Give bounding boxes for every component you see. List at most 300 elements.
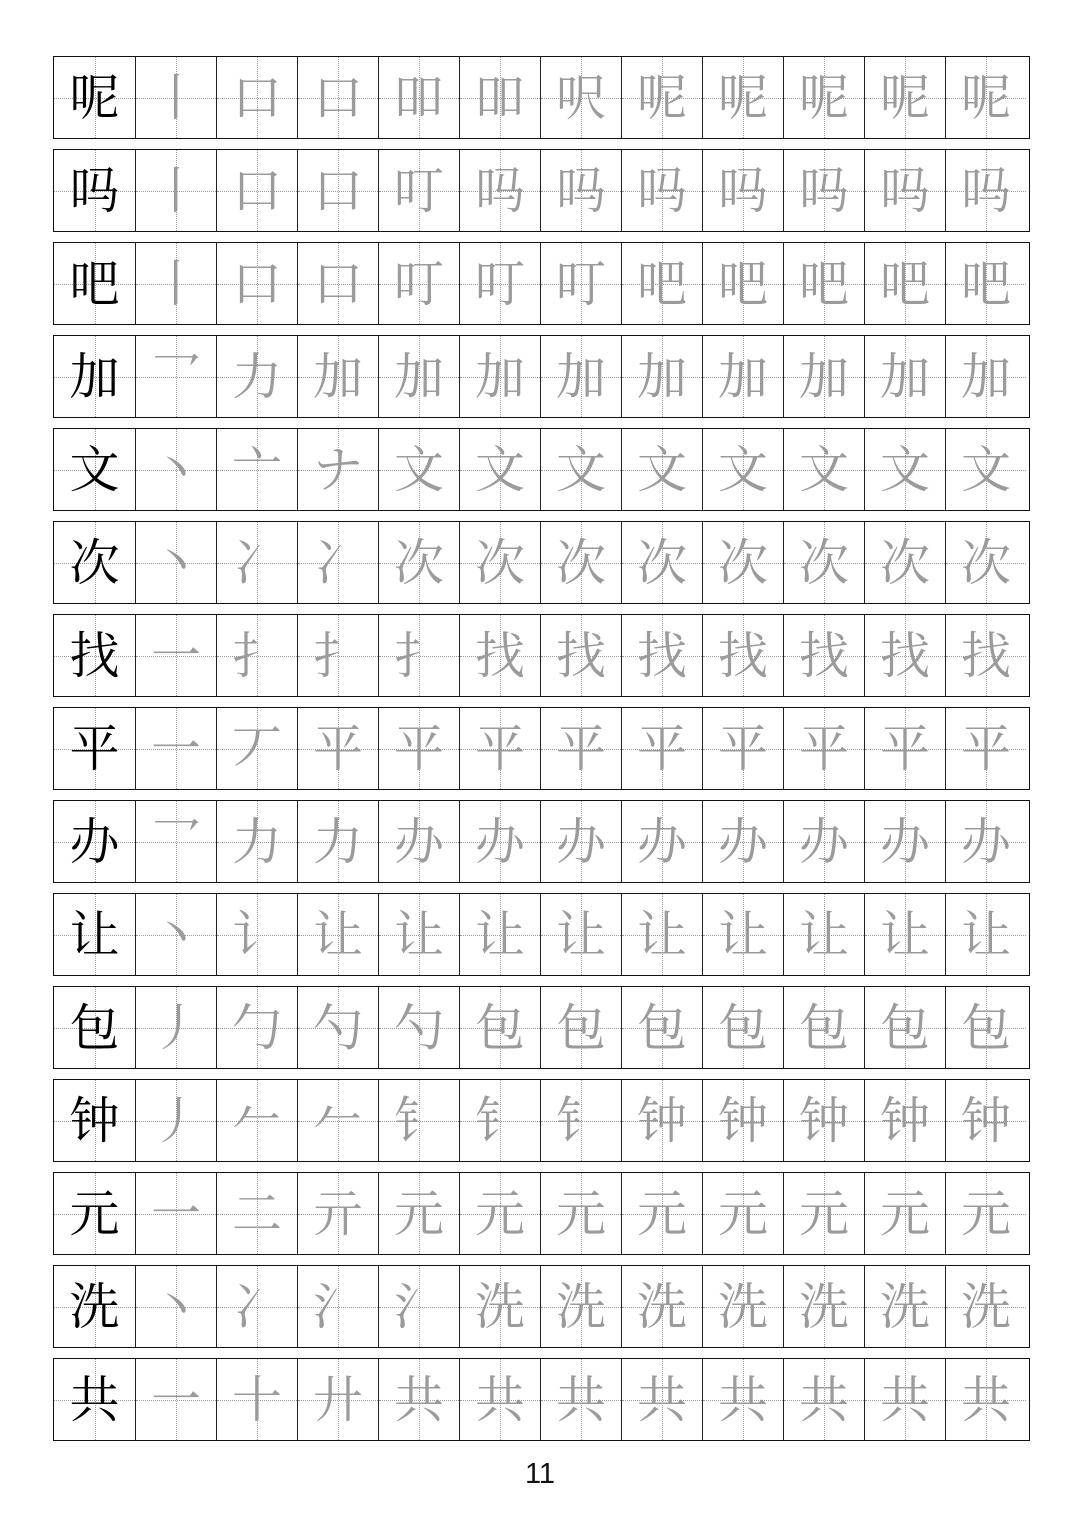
stroke-step: 元 xyxy=(475,1184,525,1243)
stroke-step: 洗 xyxy=(718,1277,768,1336)
trace-cell xyxy=(378,57,459,138)
trace-cell xyxy=(459,1359,540,1440)
trace-cell xyxy=(135,336,216,417)
stroke-step: 共 xyxy=(718,1370,768,1429)
stroke-step: 呎 xyxy=(556,68,606,127)
stroke-step: 洗 xyxy=(880,1277,930,1336)
stroke-step: 丿 xyxy=(151,1091,201,1150)
model-character: 找 xyxy=(69,626,120,685)
stroke-step: 文 xyxy=(961,440,1011,499)
trace-cell xyxy=(945,150,1026,231)
stroke-step: 让 xyxy=(313,905,363,964)
stroke-step: 十 xyxy=(232,1370,282,1429)
trace-cell xyxy=(459,522,540,603)
stroke-step: 加 xyxy=(556,347,606,406)
trace-cell xyxy=(945,1266,1026,1347)
stroke-step: 口 xyxy=(313,161,363,220)
stroke-step: 办 xyxy=(880,812,930,871)
stroke-step: 让 xyxy=(475,905,525,964)
model-character: 文 xyxy=(69,440,120,499)
trace-cell xyxy=(945,801,1026,882)
stroke-step: ナ xyxy=(313,440,363,499)
trace-cell xyxy=(783,522,864,603)
stroke-step: 次 xyxy=(637,533,687,592)
trace-cell xyxy=(540,615,621,696)
stroke-step: 叮 xyxy=(394,161,444,220)
stroke-step: 平 xyxy=(961,719,1011,778)
practice-row xyxy=(53,986,1030,1069)
practice-row xyxy=(53,335,1030,418)
trace-cell xyxy=(459,801,540,882)
stroke-step: 钅 xyxy=(475,1091,525,1150)
trace-cell xyxy=(540,522,621,603)
stroke-step: 力 xyxy=(232,347,282,406)
practice-row xyxy=(53,521,1030,604)
stroke-step: 文 xyxy=(799,440,849,499)
trace-cell xyxy=(540,1080,621,1161)
stroke-step: 吅 xyxy=(475,68,525,127)
stroke-step: 文 xyxy=(718,440,768,499)
trace-cell xyxy=(702,1359,783,1440)
stroke-step: 𠂉 xyxy=(313,1091,363,1150)
trace-cell xyxy=(216,429,297,510)
stroke-step: 共 xyxy=(637,1370,687,1429)
stroke-step: 平 xyxy=(394,719,444,778)
stroke-step: 加 xyxy=(637,347,687,406)
stroke-step: 平 xyxy=(556,719,606,778)
trace-cell xyxy=(702,522,783,603)
stroke-step: 元 xyxy=(961,1184,1011,1243)
stroke-step: 找 xyxy=(880,626,930,685)
trace-cell xyxy=(540,708,621,789)
trace-cell xyxy=(783,894,864,975)
stroke-step: 共 xyxy=(961,1370,1011,1429)
trace-cell xyxy=(702,1266,783,1347)
stroke-step: 口 xyxy=(313,68,363,127)
trace-cell xyxy=(864,1266,945,1347)
trace-cell xyxy=(621,150,702,231)
stroke-step: 加 xyxy=(313,347,363,406)
stroke-step: 平 xyxy=(637,719,687,778)
stroke-step: 包 xyxy=(880,998,930,1057)
stroke-step: 力 xyxy=(232,812,282,871)
stroke-step: 元 xyxy=(718,1184,768,1243)
stroke-step: 勺 xyxy=(394,998,444,1057)
stroke-step: 包 xyxy=(475,998,525,1057)
stroke-step: 扌 xyxy=(313,626,363,685)
trace-cell xyxy=(864,57,945,138)
trace-cell xyxy=(702,894,783,975)
stroke-step: 洗 xyxy=(475,1277,525,1336)
trace-cell xyxy=(945,708,1026,789)
practice-row xyxy=(53,893,1030,976)
model-character: 平 xyxy=(69,719,120,778)
stroke-step: 讠 xyxy=(232,905,282,964)
trace-cell xyxy=(135,708,216,789)
stroke-step: 让 xyxy=(880,905,930,964)
trace-cell xyxy=(297,1173,378,1254)
trace-cell xyxy=(864,150,945,231)
trace-cell xyxy=(864,429,945,510)
trace-cell xyxy=(297,243,378,324)
trace-cell xyxy=(621,987,702,1068)
stroke-step: 冫 xyxy=(313,533,363,592)
trace-cell xyxy=(621,57,702,138)
practice-row xyxy=(53,707,1030,790)
stroke-step: 亓 xyxy=(313,1184,363,1243)
stroke-step: 让 xyxy=(961,905,1011,964)
trace-cell xyxy=(378,336,459,417)
stroke-step: 丶 xyxy=(151,1277,201,1336)
stroke-step: 找 xyxy=(799,626,849,685)
stroke-step: 包 xyxy=(718,998,768,1057)
stroke-step: 共 xyxy=(475,1370,525,1429)
stroke-step: 元 xyxy=(799,1184,849,1243)
trace-cell xyxy=(135,987,216,1068)
stroke-step: 吗 xyxy=(475,161,525,220)
stroke-step: 吧 xyxy=(637,254,687,313)
model-character-cell xyxy=(54,429,135,510)
trace-cell xyxy=(216,708,297,789)
stroke-step: 洗 xyxy=(556,1277,606,1336)
stroke-step: 找 xyxy=(556,626,606,685)
stroke-step: 口 xyxy=(232,68,282,127)
model-character-cell xyxy=(54,801,135,882)
stroke-step: 一 xyxy=(151,1184,201,1243)
stroke-step: 元 xyxy=(394,1184,444,1243)
trace-cell xyxy=(378,987,459,1068)
model-character: 让 xyxy=(69,905,120,964)
stroke-step: 勹 xyxy=(232,998,282,1057)
stroke-step: 文 xyxy=(394,440,444,499)
stroke-step: 找 xyxy=(961,626,1011,685)
trace-cell xyxy=(378,1173,459,1254)
stroke-step: 钅 xyxy=(556,1091,606,1150)
stroke-step: 二 xyxy=(232,1184,282,1243)
stroke-step: 次 xyxy=(961,533,1011,592)
trace-cell xyxy=(216,894,297,975)
stroke-step: 廾 xyxy=(313,1370,363,1429)
trace-cell xyxy=(864,336,945,417)
stroke-step: 找 xyxy=(718,626,768,685)
stroke-step: 加 xyxy=(718,347,768,406)
stroke-step: 元 xyxy=(880,1184,930,1243)
stroke-step: 包 xyxy=(961,998,1011,1057)
stroke-step: 口 xyxy=(232,161,282,220)
trace-cell xyxy=(783,336,864,417)
model-character-cell xyxy=(54,522,135,603)
stroke-step: 次 xyxy=(475,533,525,592)
trace-cell xyxy=(135,894,216,975)
trace-cell xyxy=(783,1266,864,1347)
practice-row xyxy=(53,149,1030,232)
trace-cell xyxy=(297,150,378,231)
model-character-cell xyxy=(54,1080,135,1161)
model-character-cell xyxy=(54,1173,135,1254)
trace-cell xyxy=(945,522,1026,603)
stroke-step: 共 xyxy=(880,1370,930,1429)
trace-cell xyxy=(783,708,864,789)
model-character: 次 xyxy=(69,533,120,592)
trace-cell xyxy=(621,801,702,882)
trace-cell xyxy=(783,243,864,324)
trace-cell xyxy=(864,615,945,696)
stroke-step: 吧 xyxy=(718,254,768,313)
trace-cell xyxy=(297,429,378,510)
trace-cell xyxy=(216,522,297,603)
trace-cell xyxy=(459,57,540,138)
stroke-step: 洗 xyxy=(961,1277,1011,1336)
trace-cell xyxy=(135,522,216,603)
stroke-step: 一 xyxy=(151,626,201,685)
trace-cell xyxy=(864,801,945,882)
stroke-step: 元 xyxy=(637,1184,687,1243)
trace-cell xyxy=(783,987,864,1068)
stroke-step: 办 xyxy=(799,812,849,871)
trace-cell xyxy=(378,1080,459,1161)
stroke-step: 平 xyxy=(880,719,930,778)
trace-cell xyxy=(459,708,540,789)
model-character: 元 xyxy=(69,1184,120,1243)
stroke-step: 共 xyxy=(799,1370,849,1429)
model-character: 加 xyxy=(69,347,120,406)
model-character-cell xyxy=(54,894,135,975)
trace-cell xyxy=(621,429,702,510)
stroke-step: 钟 xyxy=(880,1091,930,1150)
trace-cell xyxy=(135,1359,216,1440)
trace-cell xyxy=(297,708,378,789)
stroke-step: 叮 xyxy=(556,254,606,313)
trace-cell xyxy=(378,801,459,882)
stroke-step: 次 xyxy=(556,533,606,592)
stroke-step: 平 xyxy=(475,719,525,778)
trace-cell xyxy=(378,150,459,231)
trace-cell xyxy=(216,57,297,138)
stroke-step: 办 xyxy=(556,812,606,871)
stroke-step: 丿 xyxy=(151,998,201,1057)
page-number: 11 xyxy=(524,1458,556,1490)
stroke-step: 加 xyxy=(394,347,444,406)
trace-cell xyxy=(216,1266,297,1347)
trace-cell xyxy=(135,57,216,138)
stroke-step: 文 xyxy=(880,440,930,499)
stroke-step: 钟 xyxy=(961,1091,1011,1150)
trace-cell xyxy=(459,615,540,696)
trace-cell xyxy=(540,1359,621,1440)
stroke-step: 加 xyxy=(475,347,525,406)
trace-cell xyxy=(378,1359,459,1440)
model-character-cell xyxy=(54,987,135,1068)
trace-cell xyxy=(135,1266,216,1347)
trace-cell xyxy=(621,243,702,324)
stroke-step: 一 xyxy=(151,719,201,778)
trace-cell xyxy=(702,150,783,231)
trace-cell xyxy=(216,987,297,1068)
stroke-step: 文 xyxy=(556,440,606,499)
stroke-step: 次 xyxy=(718,533,768,592)
model-character: 钟 xyxy=(69,1091,120,1150)
trace-cell xyxy=(297,894,378,975)
trace-cell xyxy=(702,987,783,1068)
stroke-step: 文 xyxy=(475,440,525,499)
practice-row xyxy=(53,800,1030,883)
stroke-step: 𠂉 xyxy=(232,1091,282,1150)
stroke-step: 亠 xyxy=(232,440,282,499)
practice-row xyxy=(53,242,1030,325)
trace-cell xyxy=(945,1359,1026,1440)
practice-row xyxy=(53,1358,1030,1441)
trace-cell xyxy=(621,1173,702,1254)
trace-cell xyxy=(864,1359,945,1440)
stroke-step: 次 xyxy=(880,533,930,592)
stroke-step: 元 xyxy=(556,1184,606,1243)
model-character: 吧 xyxy=(69,254,120,313)
stroke-step: 钅 xyxy=(394,1091,444,1150)
trace-cell xyxy=(378,429,459,510)
trace-cell xyxy=(945,1173,1026,1254)
trace-cell xyxy=(135,1173,216,1254)
stroke-step: 包 xyxy=(556,998,606,1057)
stroke-step: 氵 xyxy=(313,1277,363,1336)
model-character: 吗 xyxy=(69,161,120,220)
stroke-step: 吧 xyxy=(799,254,849,313)
trace-cell xyxy=(702,57,783,138)
trace-cell xyxy=(297,801,378,882)
stroke-step: 吗 xyxy=(799,161,849,220)
stroke-step: 办 xyxy=(637,812,687,871)
stroke-step: 让 xyxy=(556,905,606,964)
trace-cell xyxy=(864,1080,945,1161)
stroke-step: 加 xyxy=(799,347,849,406)
stroke-step: 办 xyxy=(718,812,768,871)
stroke-step: 次 xyxy=(394,533,444,592)
model-character-cell xyxy=(54,615,135,696)
trace-cell xyxy=(378,708,459,789)
stroke-step: 丶 xyxy=(151,533,201,592)
trace-cell xyxy=(945,894,1026,975)
stroke-step: 冫 xyxy=(232,533,282,592)
trace-cell xyxy=(783,1359,864,1440)
trace-cell xyxy=(783,1080,864,1161)
trace-cell xyxy=(378,243,459,324)
stroke-step: 共 xyxy=(556,1370,606,1429)
trace-cell xyxy=(135,150,216,231)
trace-cell xyxy=(297,336,378,417)
trace-cell xyxy=(945,57,1026,138)
stroke-step: 办 xyxy=(475,812,525,871)
model-character: 呢 xyxy=(69,68,120,127)
trace-cell xyxy=(216,243,297,324)
trace-cell xyxy=(864,894,945,975)
trace-cell xyxy=(783,150,864,231)
trace-cell xyxy=(459,243,540,324)
model-character: 洗 xyxy=(69,1277,120,1336)
model-character-cell xyxy=(54,1359,135,1440)
trace-cell xyxy=(135,1080,216,1161)
model-character: 办 xyxy=(69,812,120,871)
stroke-step: 办 xyxy=(394,812,444,871)
trace-cell xyxy=(297,615,378,696)
practice-row xyxy=(53,1265,1030,1348)
trace-cell xyxy=(216,801,297,882)
trace-cell xyxy=(540,801,621,882)
stroke-step: 洗 xyxy=(637,1277,687,1336)
stroke-step: 次 xyxy=(799,533,849,592)
stroke-step: 口 xyxy=(313,254,363,313)
trace-cell xyxy=(135,801,216,882)
stroke-step: 扌 xyxy=(232,626,282,685)
trace-cell xyxy=(945,429,1026,510)
trace-cell xyxy=(378,522,459,603)
stroke-step: 吗 xyxy=(961,161,1011,220)
trace-cell xyxy=(540,987,621,1068)
stroke-step: 勺 xyxy=(313,998,363,1057)
trace-cell xyxy=(702,1173,783,1254)
trace-cell xyxy=(216,1359,297,1440)
stroke-step: 丶 xyxy=(151,905,201,964)
trace-cell xyxy=(864,708,945,789)
stroke-step: 让 xyxy=(799,905,849,964)
trace-cell xyxy=(621,336,702,417)
trace-cell xyxy=(621,1359,702,1440)
stroke-step: 吧 xyxy=(880,254,930,313)
stroke-step: 丨 xyxy=(151,161,201,220)
trace-cell xyxy=(621,1080,702,1161)
trace-cell xyxy=(621,708,702,789)
stroke-step: 钟 xyxy=(718,1091,768,1150)
trace-cell xyxy=(783,429,864,510)
stroke-step: 丶 xyxy=(151,440,201,499)
model-character-cell xyxy=(54,57,135,138)
practice-row xyxy=(53,428,1030,511)
model-character: 共 xyxy=(69,1370,120,1429)
model-character-cell xyxy=(54,336,135,417)
stroke-step: 找 xyxy=(475,626,525,685)
trace-cell xyxy=(378,894,459,975)
trace-cell xyxy=(702,801,783,882)
stroke-step: 丨 xyxy=(151,68,201,127)
stroke-step: 吅 xyxy=(394,68,444,127)
trace-cell xyxy=(216,150,297,231)
trace-cell xyxy=(540,894,621,975)
stroke-step: 口 xyxy=(232,254,282,313)
trace-cell xyxy=(459,1173,540,1254)
practice-row xyxy=(53,1172,1030,1255)
practice-row xyxy=(53,614,1030,697)
trace-cell xyxy=(297,522,378,603)
trace-cell xyxy=(864,522,945,603)
stroke-step: 办 xyxy=(961,812,1011,871)
trace-cell xyxy=(297,1266,378,1347)
practice-row xyxy=(53,1079,1030,1162)
stroke-step: 乛 xyxy=(151,812,201,871)
stroke-step: 吗 xyxy=(556,161,606,220)
model-character-cell xyxy=(54,150,135,231)
trace-cell xyxy=(540,1266,621,1347)
trace-cell xyxy=(621,1266,702,1347)
stroke-step: 丆 xyxy=(232,719,282,778)
trace-cell xyxy=(864,987,945,1068)
trace-cell xyxy=(621,894,702,975)
trace-cell xyxy=(216,615,297,696)
trace-cell xyxy=(702,1080,783,1161)
stroke-step: 钟 xyxy=(637,1091,687,1150)
trace-cell xyxy=(297,987,378,1068)
stroke-step: 让 xyxy=(637,905,687,964)
stroke-step: 包 xyxy=(637,998,687,1057)
stroke-step: 扌 xyxy=(394,626,444,685)
stroke-step: 呢 xyxy=(637,68,687,127)
